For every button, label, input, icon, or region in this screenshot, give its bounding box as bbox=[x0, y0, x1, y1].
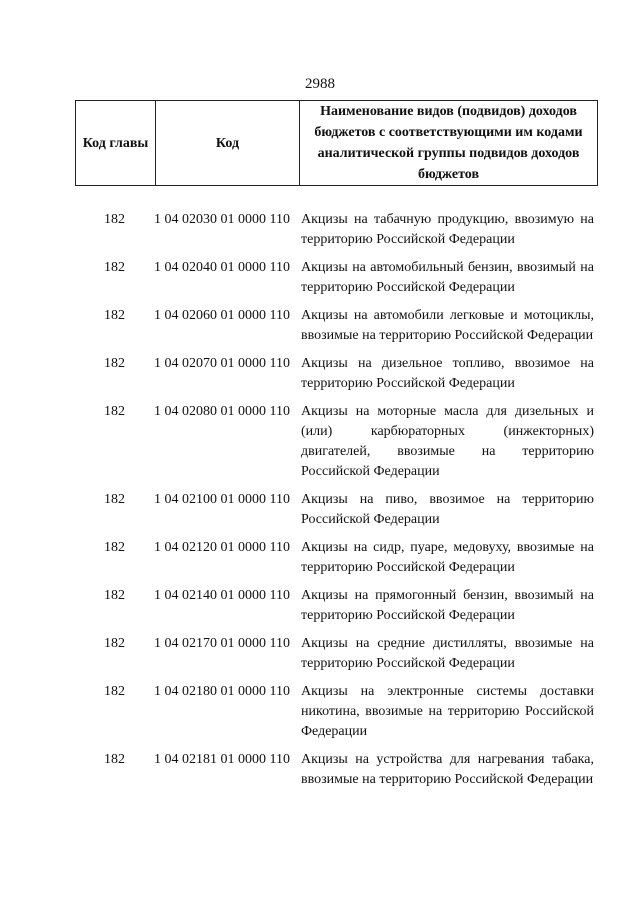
page-number: 2988 bbox=[305, 76, 335, 92]
name-cell: Акцизы на сидр, пуаре, медовуху, ввозимые на территорию Российской Федерации bbox=[301, 540, 594, 575]
name-cell: Акцизы на моторные масла для дизельных и (или) карбюраторных (инжекторных) двигателей, ввозимые на территорию Российской Федерации bbox=[301, 404, 594, 479]
code-cell: 1 04 02181 01 0000 110 bbox=[154, 752, 290, 767]
name-cell: Акцизы на средние дистилляты, ввозимые на территорию Российской Федерации bbox=[301, 636, 594, 671]
table-row bbox=[75, 354, 598, 394]
code-cell: 1 04 02080 01 0000 110 bbox=[154, 404, 290, 419]
code-cell: 1 04 02040 01 0000 110 bbox=[154, 260, 290, 275]
name-cell: Акцизы на табачную продукцию, ввозимую на территорию Российской Федерации bbox=[301, 212, 594, 247]
code-cell: 1 04 02140 01 0000 110 bbox=[154, 588, 290, 603]
name-cell: Акцизы на дизельное топливо, ввозимое на территорию Российской Федерации bbox=[301, 356, 594, 391]
code-cell: 1 04 02030 01 0000 110 bbox=[154, 212, 290, 227]
header-name: Наименование видов (подвидов) доходов бюджетов с соответствующими им кодами аналитической группы подвидов доходов бюджетов bbox=[300, 101, 598, 186]
chapter-code-cell: 182 bbox=[104, 212, 125, 227]
table-row bbox=[75, 682, 598, 742]
name-cell: Акцизы на прямогонный бензин, ввозимый на территорию Российской Федерации bbox=[301, 588, 594, 623]
table-row bbox=[75, 586, 598, 626]
table-row bbox=[75, 490, 598, 530]
code-cell: 1 04 02100 01 0000 110 bbox=[154, 492, 290, 507]
name-cell: Акцизы на электронные системы доставки никотина, ввозимые на территорию Российской Федерации bbox=[301, 684, 594, 739]
table-row bbox=[75, 402, 598, 482]
name-cell: Акцизы на пиво, ввозимое на территорию Российской Федерации bbox=[301, 492, 594, 527]
chapter-code-cell: 182 bbox=[104, 636, 125, 651]
table-row bbox=[75, 210, 598, 250]
code-cell: 1 04 02060 01 0000 110 bbox=[154, 308, 290, 323]
chapter-code-cell: 182 bbox=[104, 404, 125, 419]
table-row bbox=[75, 258, 598, 298]
table-row bbox=[75, 306, 598, 346]
chapter-code-cell: 182 bbox=[104, 260, 125, 275]
table-row bbox=[75, 538, 598, 578]
name-cell: Акцизы на автомобильный бензин, ввозимый на территорию Российской Федерации bbox=[301, 260, 594, 295]
chapter-code-cell: 182 bbox=[104, 752, 125, 767]
table-row bbox=[75, 634, 598, 674]
chapter-code-cell: 182 bbox=[104, 588, 125, 603]
name-cell: Акцизы на автомобили легковые и мотоциклы, ввозимые на территорию Российской Федерации bbox=[301, 308, 594, 343]
code-cell: 1 04 02180 01 0000 110 bbox=[154, 684, 290, 699]
chapter-code-cell: 182 bbox=[104, 540, 125, 555]
table-header bbox=[75, 100, 598, 186]
code-cell: 1 04 02170 01 0000 110 bbox=[154, 636, 290, 651]
chapter-code-cell: 182 bbox=[104, 356, 125, 371]
header-chapter-code: Код главы bbox=[76, 101, 156, 186]
chapter-code-cell: 182 bbox=[104, 684, 125, 699]
table-body bbox=[75, 210, 598, 798]
table-row bbox=[75, 750, 598, 790]
header-code: Код bbox=[156, 101, 300, 186]
code-cell: 1 04 02120 01 0000 110 bbox=[154, 540, 290, 555]
chapter-code-cell: 182 bbox=[104, 492, 125, 507]
code-cell: 1 04 02070 01 0000 110 bbox=[154, 356, 290, 371]
name-cell: Акцизы на устройства для нагревания табака, ввозимые на территорию Российской Федерации bbox=[301, 752, 594, 787]
chapter-code-cell: 182 bbox=[104, 308, 125, 323]
